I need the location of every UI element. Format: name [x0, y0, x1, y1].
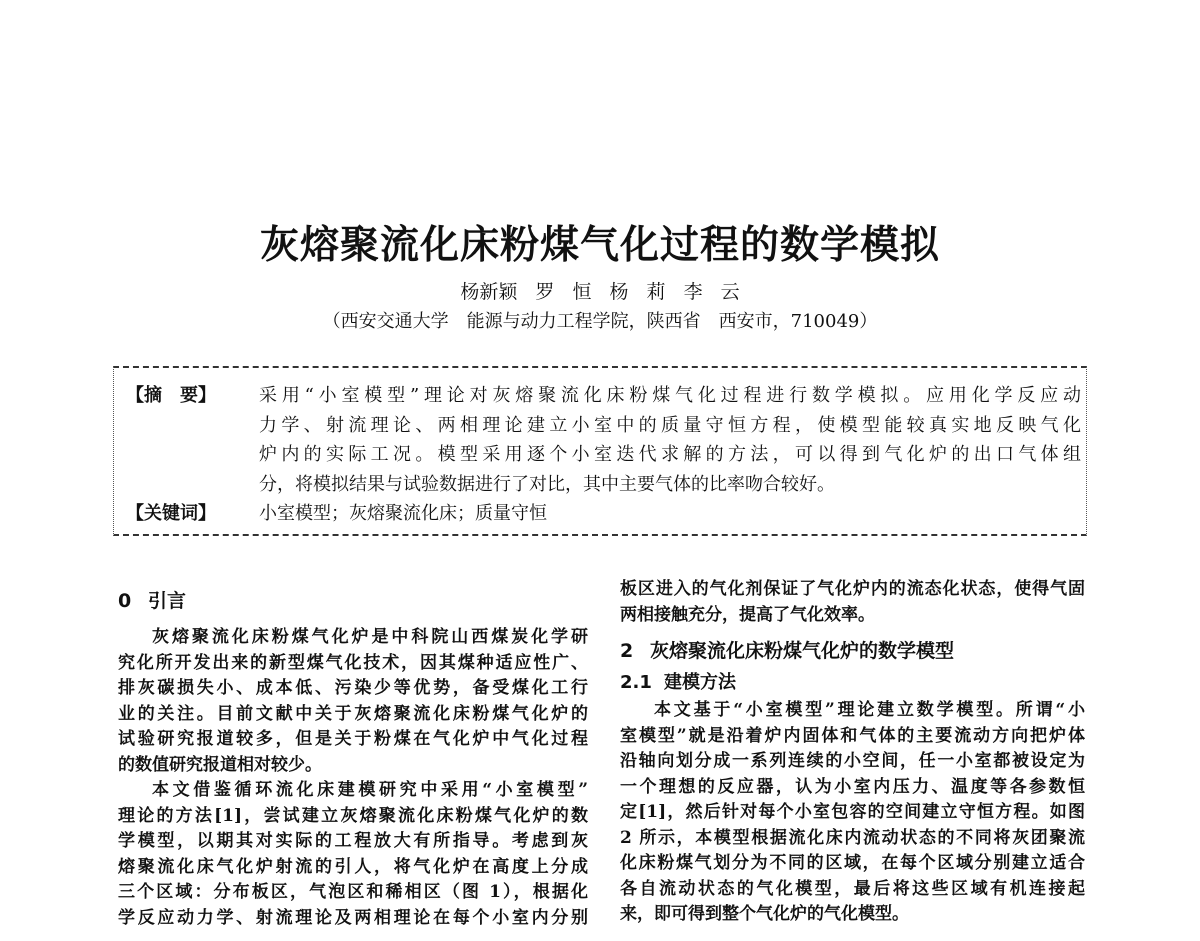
keywords — [259, 499, 1081, 529]
section-title: 灰熔聚流化床粉煤气化炉的数学模型 — [650, 640, 955, 662]
text-line: 采用“小室模型”理论对灰熔聚流化床粉煤气化过程进行数学模拟。应用化学反应动 — [259, 385, 1081, 406]
text-line: 试验研究报道较多，但是关于粉煤在气化炉中气化过程 — [118, 729, 588, 749]
text-line: 沿轴向划分成一系列连续的小空间，任一小室都被设定为 — [620, 751, 1085, 771]
text-line: 熔聚流化床气化炉射流的引人，将气化炉在高度上分成 — [118, 856, 588, 877]
text-line: 力学、射流理论、两相理论建立小室中的质量守恒方程，使模型能较真实地反映气化 — [259, 414, 1081, 436]
section-number: 2 — [620, 640, 634, 662]
left-column — [118, 584, 588, 931]
affiliation: （西安交通大学 能源与动力工程学院，陕西省 西安市，710049） — [322, 311, 878, 332]
section-2-1-heading — [620, 668, 1085, 698]
section-title: 建模方法 — [664, 672, 736, 693]
right-column — [620, 577, 1085, 928]
text-line: 理论的方法[1]，尝试建立灰熔聚流化床粉煤气化炉的数 — [118, 805, 588, 826]
abstract-text — [259, 381, 1081, 499]
text-line: 两相接触充分，提高了气化效率。 — [620, 604, 875, 625]
authors: 杨新颖 罗 恒 杨 莉 李 云 — [460, 281, 740, 303]
text-line: 来，即可得到整个气化炉的气化模型。 — [620, 904, 909, 924]
text-line: 各自流动状态的气化模型，最后将这些区域有机连接起 — [620, 878, 1085, 899]
text-line: 一个理想的反应器，认为小室内压力、温度等各参数恒 — [620, 776, 1085, 797]
text-line: 究化所开发出来的新型煤气化技术，因其煤种适应性广、 — [118, 652, 588, 673]
abstract-label: 【摘 要】 — [126, 385, 216, 406]
text-line: 室模型”就是沿着炉内固体和气体的主要流动方向把炉体 — [620, 725, 1085, 746]
continued-paragraph — [620, 577, 1085, 628]
section-2-heading — [620, 634, 1085, 668]
text-line: 定[1]，然后针对每个小室包容的空间建立守恒方程。如图 — [620, 802, 1085, 822]
text-line: 本文借鉴循环流化床建模研究中采用“小室模型” — [152, 780, 588, 800]
section-title: 引言 — [148, 590, 187, 612]
text-line: 排灰碳损失小、成本低、污染少等优势，备受煤化工行 — [118, 678, 588, 698]
text-line: 学模型，以期其对实际的工程放大有所指导。考虑到灰 — [118, 831, 588, 851]
text-line: 本文基于“小室模型”理论建立数学模型。所谓“小 — [654, 700, 1085, 720]
text-line: 的数值研究报道相对较少。 — [118, 754, 322, 775]
section-0-heading — [118, 584, 588, 618]
section-0-body — [118, 625, 588, 931]
text-line: 板区进入的气化剂保证了气化炉内的流态化状态，使得气固 — [620, 579, 1085, 599]
paper-title: 灰熔聚流化床粉煤气化过程的数学模拟 — [259, 223, 940, 268]
text-line: 分，将模拟结果与试验数据进行了对比，其中主要气体的比率吻合较好。 — [259, 473, 835, 495]
text-line: 灰熔聚流化床粉煤气化炉是中科院山西煤炭化学研 — [152, 627, 588, 647]
text-line: 三个区域：分布板区，气泡区和稀相区（图 1），根据化 — [118, 882, 588, 902]
text-line: 学反应动力学、射流理论及两相理论在每个小室内分别 — [118, 907, 588, 928]
text-line: 炉内的实际工况。模型采用逐个小室迭代求解的方法，可以得到气化炉的出口气体组 — [259, 444, 1081, 465]
text-line: 2 所示，本模型根据流化床内流动状态的不同将灰团聚流 — [620, 827, 1085, 848]
abstract-box — [113, 366, 1087, 536]
keywords-label: 【关键词】 — [126, 503, 216, 524]
text-line: 业的关注。目前文献中关于灰熔聚流化床粉煤气化炉的 — [118, 703, 588, 724]
text-line: 化床粉煤气划分为不同的区域，在每个区域分别建立适合 — [620, 853, 1085, 873]
section-number: 0 — [118, 590, 132, 612]
section-number: 2.1 — [620, 672, 652, 693]
section-2-1-body — [620, 698, 1085, 928]
keywords-text: 小室模型；灰熔聚流化床；质量守恒 — [259, 503, 547, 524]
